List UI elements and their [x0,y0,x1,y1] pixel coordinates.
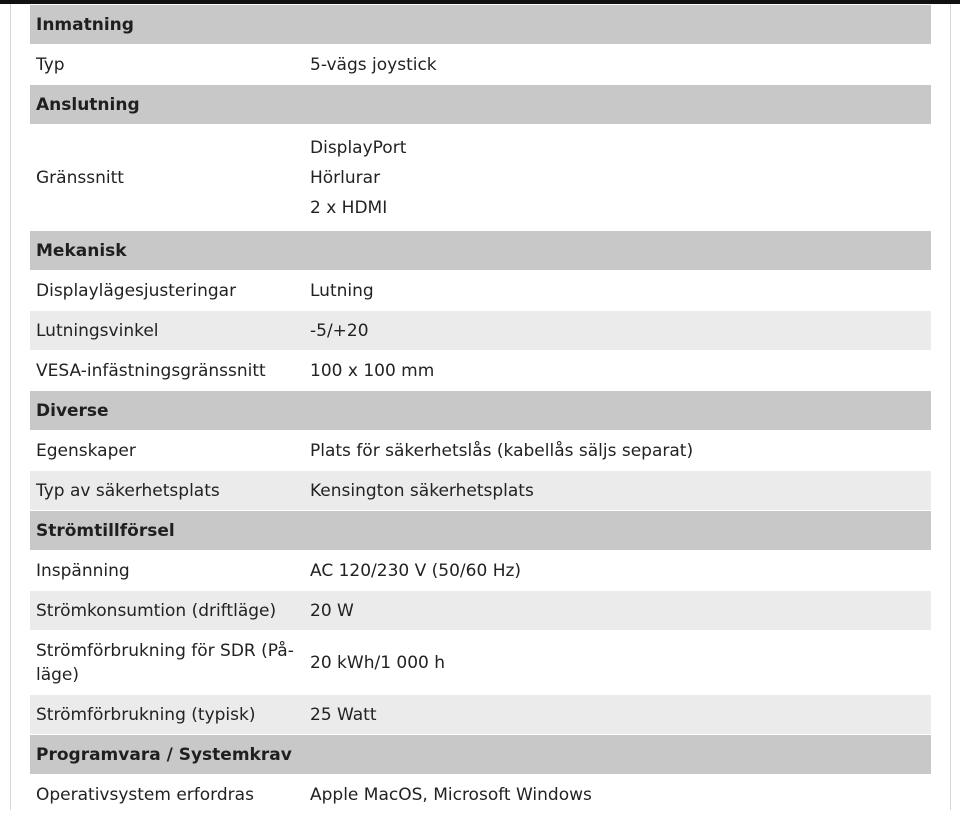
row-label: Displaylägesjusteringar [36,280,237,301]
section-header-diverse [30,391,931,431]
table-row [30,695,931,735]
row-label: Lutningsvinkel [36,320,159,341]
row-value: Lutning [310,280,374,301]
row-value: 100 x 100 mm [310,360,435,381]
row-value: 25 Watt [310,704,377,725]
spec-table [30,5,931,815]
section-title: Inmatning [36,14,134,35]
row-value: 20 kWh/1 000 h [310,652,446,673]
section-header-inmatning [30,5,931,45]
section-header-anslutning [30,85,931,125]
section-header-mekanisk [30,231,931,271]
row-label: Egenskaper [36,440,136,461]
row-value: Hörlurar [310,167,381,188]
row-value-list [304,133,931,223]
section-title: Anslutning [36,94,140,115]
row-value: DisplayPort [310,137,407,158]
row-value: Kensington säkerhetsplats [310,480,534,501]
table-row [30,631,931,695]
section-header-stromtillforsel [30,511,931,551]
section-title: Diverse [36,400,109,421]
row-value: 20 W [310,600,354,621]
table-row [30,551,931,591]
row-value: AC 120/230 V (50/60 Hz) [310,560,522,581]
table-row [30,471,931,511]
row-value: Apple MacOS, Microsoft Windows [310,784,592,805]
row-value: 5-vägs joystick [310,54,437,75]
section-title: Mekanisk [36,240,127,261]
row-label: Strömkonsumtion (driftläge) [36,600,277,621]
row-label: Typ av säkerhetsplats [36,480,220,501]
table-row [30,45,931,85]
row-label: Inspänning [36,560,130,581]
row-value: -5/+20 [310,320,369,341]
row-label: Strömförbrukning för SDR (På-läge) [36,640,294,685]
section-title: Programvara / Systemkrav [36,744,292,765]
table-row [30,311,931,351]
table-row [30,271,931,311]
table-row [30,431,931,471]
row-value: 2 x HDMI [310,197,388,218]
row-label: Operativsystem erfordras [36,784,254,805]
table-row [30,351,931,391]
section-header-programvara [30,735,931,775]
row-label: VESA-infästningsgränssnitt [36,360,266,381]
row-label: Strömförbrukning (typisk) [36,704,256,725]
row-value: Plats för säkerhetslås (kabellås säljs separat) [310,440,694,461]
section-title: Strömtillförsel [36,520,175,541]
table-row [30,591,931,631]
table-row [30,775,931,815]
row-label: Typ [36,54,65,75]
table-row [30,125,931,231]
row-label: Gränssnitt [36,167,124,188]
